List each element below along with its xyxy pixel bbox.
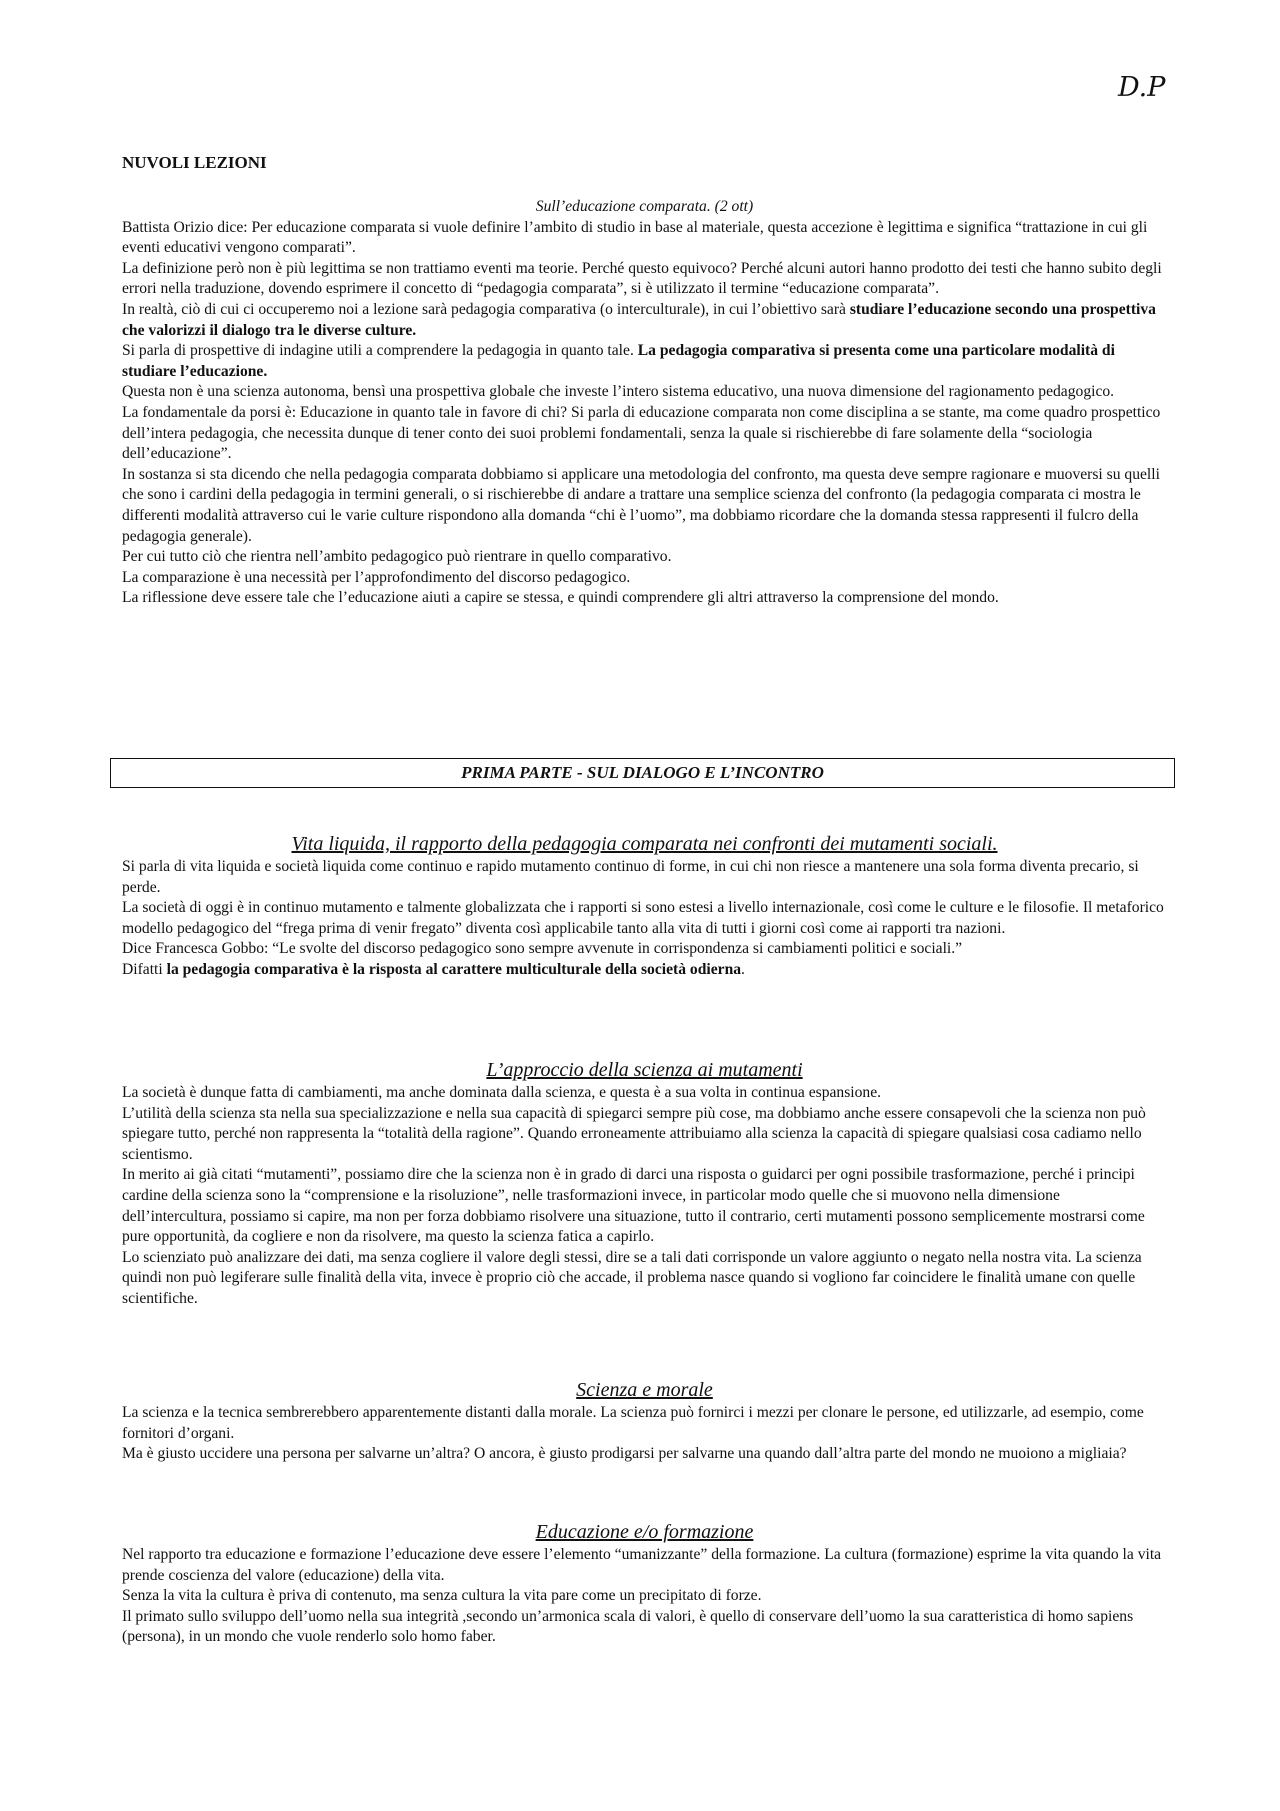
text-run: Difatti <box>122 960 167 978</box>
section-heading: Scienza e morale <box>576 1379 713 1401</box>
bold-text: La pedagogia comparativa si presenta come una particolare modalità di studiare l’educazione. <box>122 342 1115 380</box>
section-scienza-morale <box>122 1378 1167 1465</box>
text-run: In realtà, ciò di cui ci occuperemo noi a lezione sarà pedagogia comparativa (o interculturale), in cui l’obiettivo sarà <box>122 300 850 318</box>
intro-paragraph: La fondamentale da porsi è: Educazione in quanto tale in favore di chi? Si parla di educazione comparata non come disciplina a se stante, ma come quadro prospettico dell’intera pedagogia, che necessita dunque di tener conto dei suoi problemi fondamentali, senza la quale si rischierebbe di fare solamente della “sociologia dell’educazione”. <box>122 403 1161 463</box>
section-paragraph: Lo scienziato può analizzare dei dati, ma senza cogliere il valore degli stessi, dire se a tali dati corrisponde un valore aggiunto o negato nella nostra vita. La scienza quindi non può legiferare sulle finalità della vita, invece è proprio ciò che accade, il problema nasce quando si vogliono far coincidere le finalità umane con quelle scientifiche. <box>122 1248 1142 1307</box>
text-run: Si parla di prospettive di indagine utili a comprendere la pedagogia in quanto tale. <box>122 342 638 360</box>
intro-paragraph: La riflessione deve essere tale che l’educazione aiuti a capire se stessa, e quindi comprendere gli altri attraverso la comprensione del mondo. <box>122 589 999 607</box>
section-paragraph: Il primato sullo sviluppo dell’uomo nella sua integrità ,secondo un’armonica scala di valori, è quello di conservare dell’uomo la sua caratteristica di homo sapiens (persona), in un mondo che vuole renderlo solo homo faber. <box>122 1607 1134 1646</box>
intro-paragraph: La comparazione è una necessità per l’approfondimento del discorso pedagogico. <box>122 568 631 586</box>
bold-text: la pedagogia comparativa è la risposta al carattere multiculturale della società odierna <box>166 960 742 978</box>
intro-paragraph: La definizione però non è più legittima se non trattiamo eventi ma teorie. Perché questo equivoco? Perché alcuni autori hanno prodotto dei testi che hanno subito degli errori nella traduzione, dovendo esprimere il concetto di “pedagogia comparata”, si è utilizzato il termine “educazione comparata”. <box>122 259 1162 298</box>
document-title: NUVOLI LEZIONI <box>122 153 267 172</box>
section-paragraph: La società è dunque fatta di cambiamenti, ma anche dominata dalla scienza, e questa è a sua volta in continua espansione. <box>122 1084 882 1101</box>
section-paragraph <box>122 960 1167 981</box>
section-paragraph: La società di oggi è in continuo mutamento e talmente globalizzata che i rapporti si sono estesi a livello internazionale, così come le culture e le filosofie. Il metaforico modello pedagogico del “frega prima di venir fregato” diventa così applicabile tanto alla vita di tutti i giorni così come ai rapporti tra nazioni. <box>122 899 1164 937</box>
section-heading: Vita liquida, il rapporto della pedagogia comparata nei confronti dei mutamenti sociali. <box>291 833 998 855</box>
section-paragraph: Dice Francesca Gobbo: “Le svolte del discorso pedagogico sono sempre avvenute in corrispondenza si cambiamenti politici e sociali.” <box>122 940 963 958</box>
section-paragraph: Si parla di vita liquida e società liquida come continuo e rapido mutamento continuo di forme, in cui chi non riesce a mantenere una sola forma diventa precario, si perde. <box>122 858 1139 896</box>
section-paragraph: Nel rapporto tra educazione e formazione l’educazione deve essere l’elemento “umanizzante” della formazione. La cultura (formazione) esprime la vita quando la vita prende coscienza del valore (educazione) della vita. <box>122 1546 1162 1584</box>
section-approccio-scienza <box>122 1058 1167 1310</box>
intro-paragraph: Questa non è una scienza autonoma, bensì una prospettiva globale che investe l’intero sistema educativo, una nuova dimensione del ragionamento pedagogico. <box>122 383 1115 401</box>
intro-paragraph: Per cui tutto ciò che rientra nell’ambito pedagogico può rientrare in quello comparativo. <box>122 548 672 566</box>
intro-paragraph: In sostanza si sta dicendo che nella pedagogia comparata dobbiamo si applicare una metodologia del confronto, ma questa deve sempre ragionare e muoversi su quelli che sono i cardini della pedagogia in termini generali, o si rischierebbe di andare a trattare una semplice scienza del confronto (la pedagogia comparata ci mostra le differenti modalità attraverso cui le varie culture rispondono alla domanda “chi è l’uomo”, ma dobbiamo ricordare che la domanda stessa rappresenti il fulcro della pedagogia generale). <box>122 465 1160 545</box>
section-heading: L’approccio della scienza ai mutamenti <box>486 1059 803 1081</box>
section-paragraph: Senza la vita la cultura è priva di contenuto, ma senza cultura la vita pare come un precipitato di forze. <box>122 1587 762 1605</box>
intro-subtitle: Sull’educazione comparata. (2 ott) <box>535 198 754 215</box>
intro-paragraph <box>122 341 1167 382</box>
intro-section <box>122 197 1167 609</box>
author-initials: D.P <box>1118 72 1166 103</box>
section-paragraph: La scienza e la tecnica sembrerebbero apparentemente distanti dalla morale. La scienza può fornirci i mezzi per clonare le persone, ed utilizzarle, ad esempio, come fornitori d’organi. <box>122 1404 1144 1442</box>
bold-text: studiare l’educazione secondo una prospettiva che valorizzi il dialogo tra le diverse culture. <box>122 300 1156 339</box>
section-vita-liquida <box>122 832 1167 981</box>
intro-paragraph: Battista Orizio dice: Per educazione comparata si vuole definire l’ambito di studio in base al materiale, questa accezione è legittima e significa “trattazione in cui gli eventi educativi vengono comparati”. <box>122 218 1148 257</box>
section-paragraph: In merito ai già citati “mutamenti”, possiamo dire che la scienza non è in grado di darci una risposta o guidarci per ogni possibile trasformazione, perché i principi cardine della scienza sono la “comprensione e la risoluzione”, nelle trasformazioni invece, in particolar modo quelle che si muovono nella dimensione dell’intercultura, possiamo si capire, ma non per forza dobbiamo risolvere una situazione, tutto il contrario, certi mutamenti possono semplicemente mostrarsi come pure opportunità, da cogliere e non da risolvere, ma questo la scienza fatica a capirlo. <box>122 1166 1145 1246</box>
section-paragraph: L’utilità della scienza sta nella sua specializzazione e nella sua capacità di spiegarci sempre più cose, ma dobbiamo anche essere consapevoli che la scienza non può spiegare tutto, perché non rappresenta la “totalità della ragione”. Quando erroneamente attribuiamo alla scienza la capacità di spiegare qualsiasi cosa cadiamo nello scientismo. <box>122 1104 1146 1163</box>
section-paragraph: Ma è giusto uccidere una persona per salvarne un’altra? O ancora, è giusto prodigarsi per salvarne una quando dall’altra parte del mondo ne muoiono a migliaia? <box>122 1445 1127 1463</box>
intro-paragraph <box>122 300 1167 341</box>
part-banner: PRIMA PARTE - SUL DIALOGO E L’INCONTRO <box>110 758 1175 788</box>
section-heading: Educazione e/o formazione <box>535 1521 754 1543</box>
text-run: . <box>741 960 745 978</box>
section-educazione-formazione <box>122 1520 1167 1648</box>
